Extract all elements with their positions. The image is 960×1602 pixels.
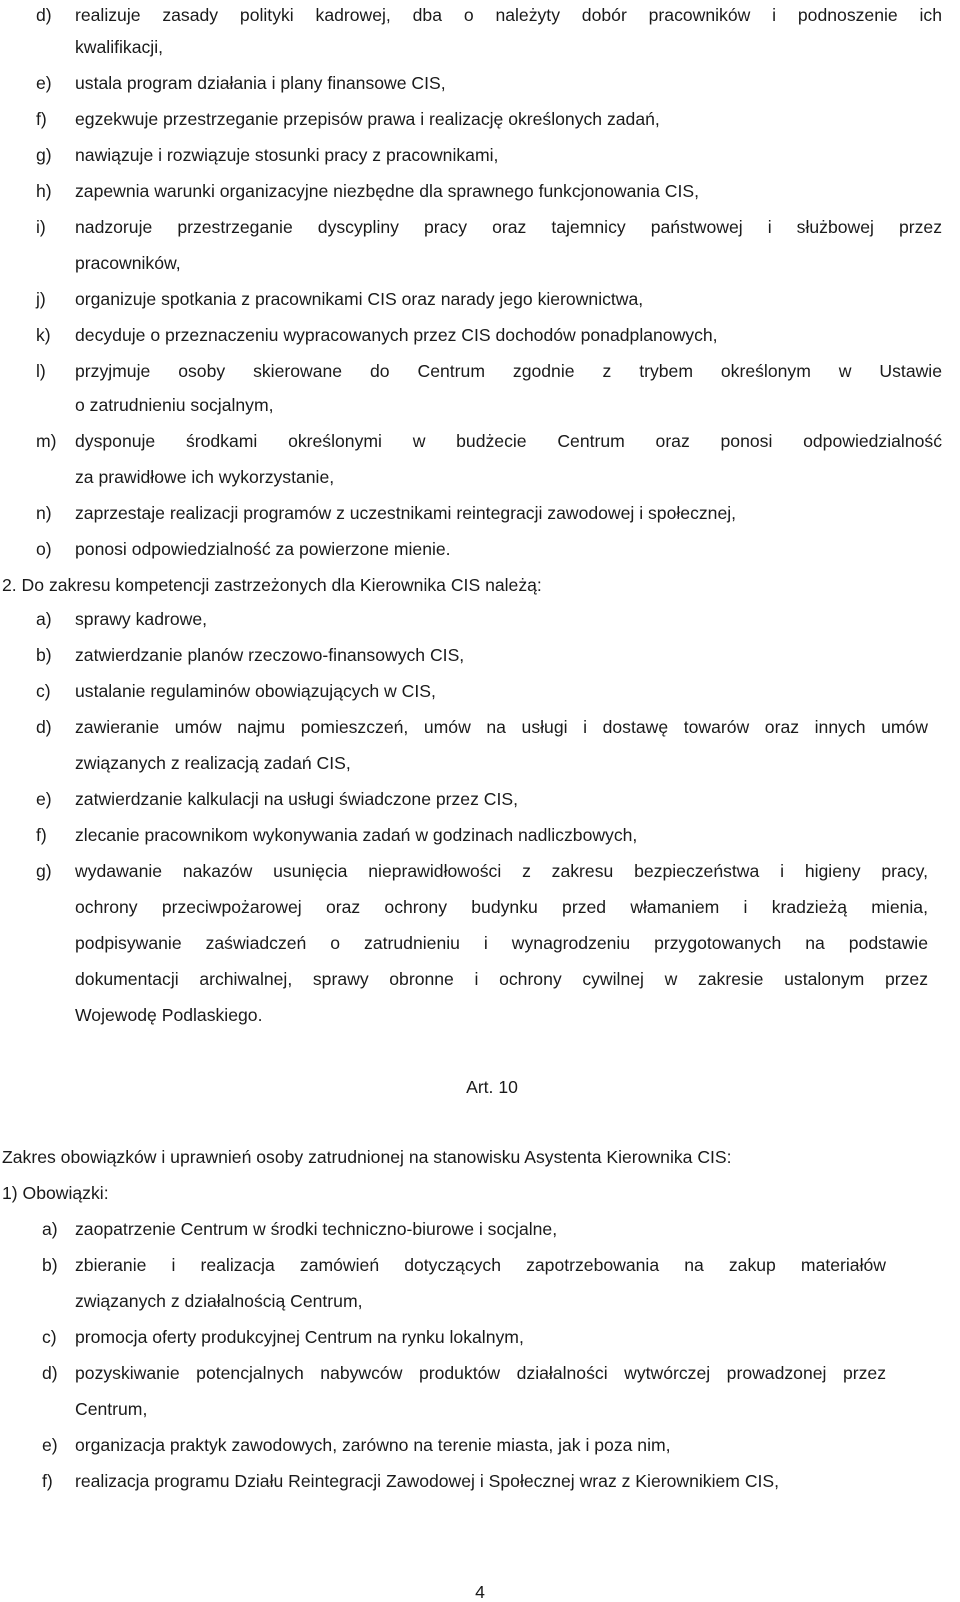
subsection-line [0, 1175, 960, 1211]
list2-item-line [0, 601, 960, 637]
list1-item-line [0, 387, 960, 423]
list1-item-line [0, 101, 960, 137]
list-marker: i) [36, 217, 46, 237]
list-item-text: zaopatrzenie Centrum w środki techniczno-biurowe i socjalne, [75, 1219, 558, 1239]
list-item-text: Centrum, [75, 1399, 148, 1419]
list-item-text: realizacja programu Działu Reintegracji Zawodowej i Społecznej wraz z Kierownikiem CIS, [75, 1471, 780, 1491]
list-marker: a) [36, 609, 52, 629]
list-item-text: pracowników, [75, 253, 181, 273]
list-marker: j) [36, 289, 46, 309]
list-marker: g) [36, 861, 52, 881]
list2-item-line [0, 817, 960, 853]
list-marker: n) [36, 503, 52, 523]
list3-item-line [0, 1463, 960, 1499]
list1-item-line [0, 173, 960, 209]
page-number: 4 [475, 1582, 485, 1602]
list-marker: b) [36, 645, 52, 665]
list3-item-line [0, 1427, 960, 1463]
list-marker: o) [36, 539, 52, 559]
list-item-text: zapewnia warunki organizacyjne niezbędne dla sprawnego funkcjonowania CIS, [75, 181, 699, 201]
list-marker: e) [36, 789, 52, 809]
list1-item-line [0, 281, 960, 317]
list-item-text: dokumentacji archiwalnej, sprawy obronne i ochrony cywilnej w zakresie ustalonym przez [75, 969, 928, 989]
list3-item-line [0, 1391, 960, 1427]
list-marker: c) [36, 681, 51, 701]
list-item-text: pozyskiwanie potencjalnych nabywców produktów działalności wytwórczej prowadzonej przez [75, 1363, 886, 1383]
list1-item-line [0, 495, 960, 531]
list-item-text: kwalifikacji, [75, 37, 163, 57]
list-marker: c) [42, 1327, 57, 1347]
list-marker: f) [42, 1471, 53, 1491]
list-marker: e) [42, 1435, 58, 1455]
list1-item-line [0, 65, 960, 101]
list-item-text: zatwierdzanie kalkulacji na usługi świadczone przez CIS, [75, 789, 518, 809]
list-item-text: promocja oferty produkcyjnej Centrum na rynku lokalnym, [75, 1327, 524, 1347]
list-marker: f) [36, 825, 47, 845]
list-item-text: organizuje spotkania z pracownikami CIS oraz narady jego kierownictwa, [75, 289, 644, 309]
list2-item-line [0, 637, 960, 673]
list-item-text: egzekwuje przestrzeganie przepisów prawa i realizację określonych zadań, [75, 109, 660, 129]
list-item-text: związanych z realizacją zadań CIS, [75, 753, 351, 773]
list-item-text: nadzoruje przestrzeganie dyscypliny pracy oraz tajemnicy państwowej i służbowej przez [75, 217, 942, 237]
list-item-text: dysponuje środkami określonymi w budżecie Centrum oraz ponosi odpowiedzialność [75, 431, 942, 451]
list2-item-line [0, 889, 960, 925]
list3-item-line [0, 1355, 960, 1391]
article-heading-line [0, 1069, 960, 1105]
list-item-text: wydawanie nakazów usunięcia nieprawidłowości z zakresu bezpieczeństwa i higieny pracy, [75, 861, 928, 881]
section-heading [0, 567, 960, 603]
list-item-text: o zatrudnieniu socjalnym, [75, 395, 274, 415]
list-marker: f) [36, 109, 47, 129]
list2-item-line [0, 997, 960, 1033]
list-item-text: zawieranie umów najmu pomieszczeń, umów na usługi i dostawę towarów oraz innych umów [75, 717, 928, 737]
list-marker: m) [36, 431, 57, 451]
list-marker: e) [36, 73, 52, 93]
intro-text: Zakres obowiązków i uprawnień osoby zatrudnionej na stanowisku Asystenta Kierownika CIS: [2, 1147, 732, 1167]
list-marker: g) [36, 145, 52, 165]
list3-item-line [0, 1211, 960, 1247]
list-item-text: ustala program działania i plany finansowe CIS, [75, 73, 446, 93]
list-item-text: zlecanie pracownikom wykonywania zadań w godzinach nadliczbowych, [75, 825, 638, 845]
list2-item-line [0, 925, 960, 961]
list1-item-line [0, 317, 960, 353]
list1-item-line [0, 137, 960, 173]
list2-item-line [0, 781, 960, 817]
list1-item-line [0, 531, 960, 567]
list-item-text: ochrony przeciwpożarowej oraz ochrony budynku przed włamaniem i kradzieżą mienia, [75, 897, 928, 917]
list-marker: d) [36, 717, 52, 737]
list-item-text: zatwierdzanie planów rzeczowo-finansowych CIS, [75, 645, 465, 665]
list1-item-line [0, 459, 960, 495]
list-marker: k) [36, 325, 51, 345]
intro-line [0, 1139, 960, 1175]
list-item-text: zbieranie i realizacja zamówień dotyczących zapotrzebowania na zakup materiałów [75, 1255, 886, 1275]
list3-item-line [0, 1319, 960, 1355]
list1-item-line [0, 209, 960, 245]
list-marker: h) [36, 181, 52, 201]
list2-item-line [0, 709, 960, 745]
list-item-text: sprawy kadrowe, [75, 609, 208, 629]
list-item-text: za prawidłowe ich wykorzystanie, [75, 467, 335, 487]
section-2-title: 2. Do zakresu kompetencji zastrzeżonych dla Kierownika CIS należą: [2, 575, 542, 595]
list1-item-line [0, 423, 960, 459]
list1-item-line [0, 29, 960, 65]
list-item-text: ponosi odpowiedzialność za powierzone mienie. [75, 539, 451, 559]
list-item-text: podpisywanie zaświadczeń o zatrudnieniu i wynagrodzeniu przygotowanych na podstawie [75, 933, 928, 953]
list-item-text: Wojewodę Podlaskiego. [75, 1005, 263, 1025]
list2-item-line [0, 961, 960, 997]
list-marker: a) [42, 1219, 58, 1239]
list3-item-line [0, 1283, 960, 1319]
list-item-text: zaprzestaje realizacji programów z uczestnikami reintegracji zawodowej i społecznej, [75, 503, 737, 523]
list2-item-line [0, 745, 960, 781]
article-heading: Art. 10 [466, 1077, 518, 1097]
list-item-text: organizacja praktyk zawodowych, zarówno na terenie miasta, jak i poza nim, [75, 1435, 671, 1455]
list-item-text: nawiązuje i rozwiązuje stosunki pracy z pracownikami, [75, 145, 499, 165]
list-marker: b) [42, 1255, 58, 1275]
list-marker: d) [36, 5, 52, 25]
list1-item-line [0, 245, 960, 281]
list3-item-line [0, 1247, 960, 1283]
list2-item-line [0, 673, 960, 709]
subsection-title: 1) Obowiązki: [2, 1183, 109, 1203]
list1-item-line [0, 353, 960, 389]
list-item-text: decyduje o przeznaczeniu wypracowanych przez CIS dochodów ponadplanowych, [75, 325, 718, 345]
list-item-text: realizuje zasady polityki kadrowej, dba o należyty dobór pracowników i podnoszenie ich [75, 5, 942, 25]
list-marker: d) [42, 1363, 58, 1383]
list-item-text: związanych z działalnością Centrum, [75, 1291, 363, 1311]
list-item-text: ustalanie regulaminów obowiązujących w CIS, [75, 681, 436, 701]
list2-item-line [0, 853, 960, 889]
list-marker: l) [36, 361, 46, 381]
list-item-text: przyjmuje osoby skierowane do Centrum zgodnie z trybem określonym w Ustawie [75, 361, 942, 381]
